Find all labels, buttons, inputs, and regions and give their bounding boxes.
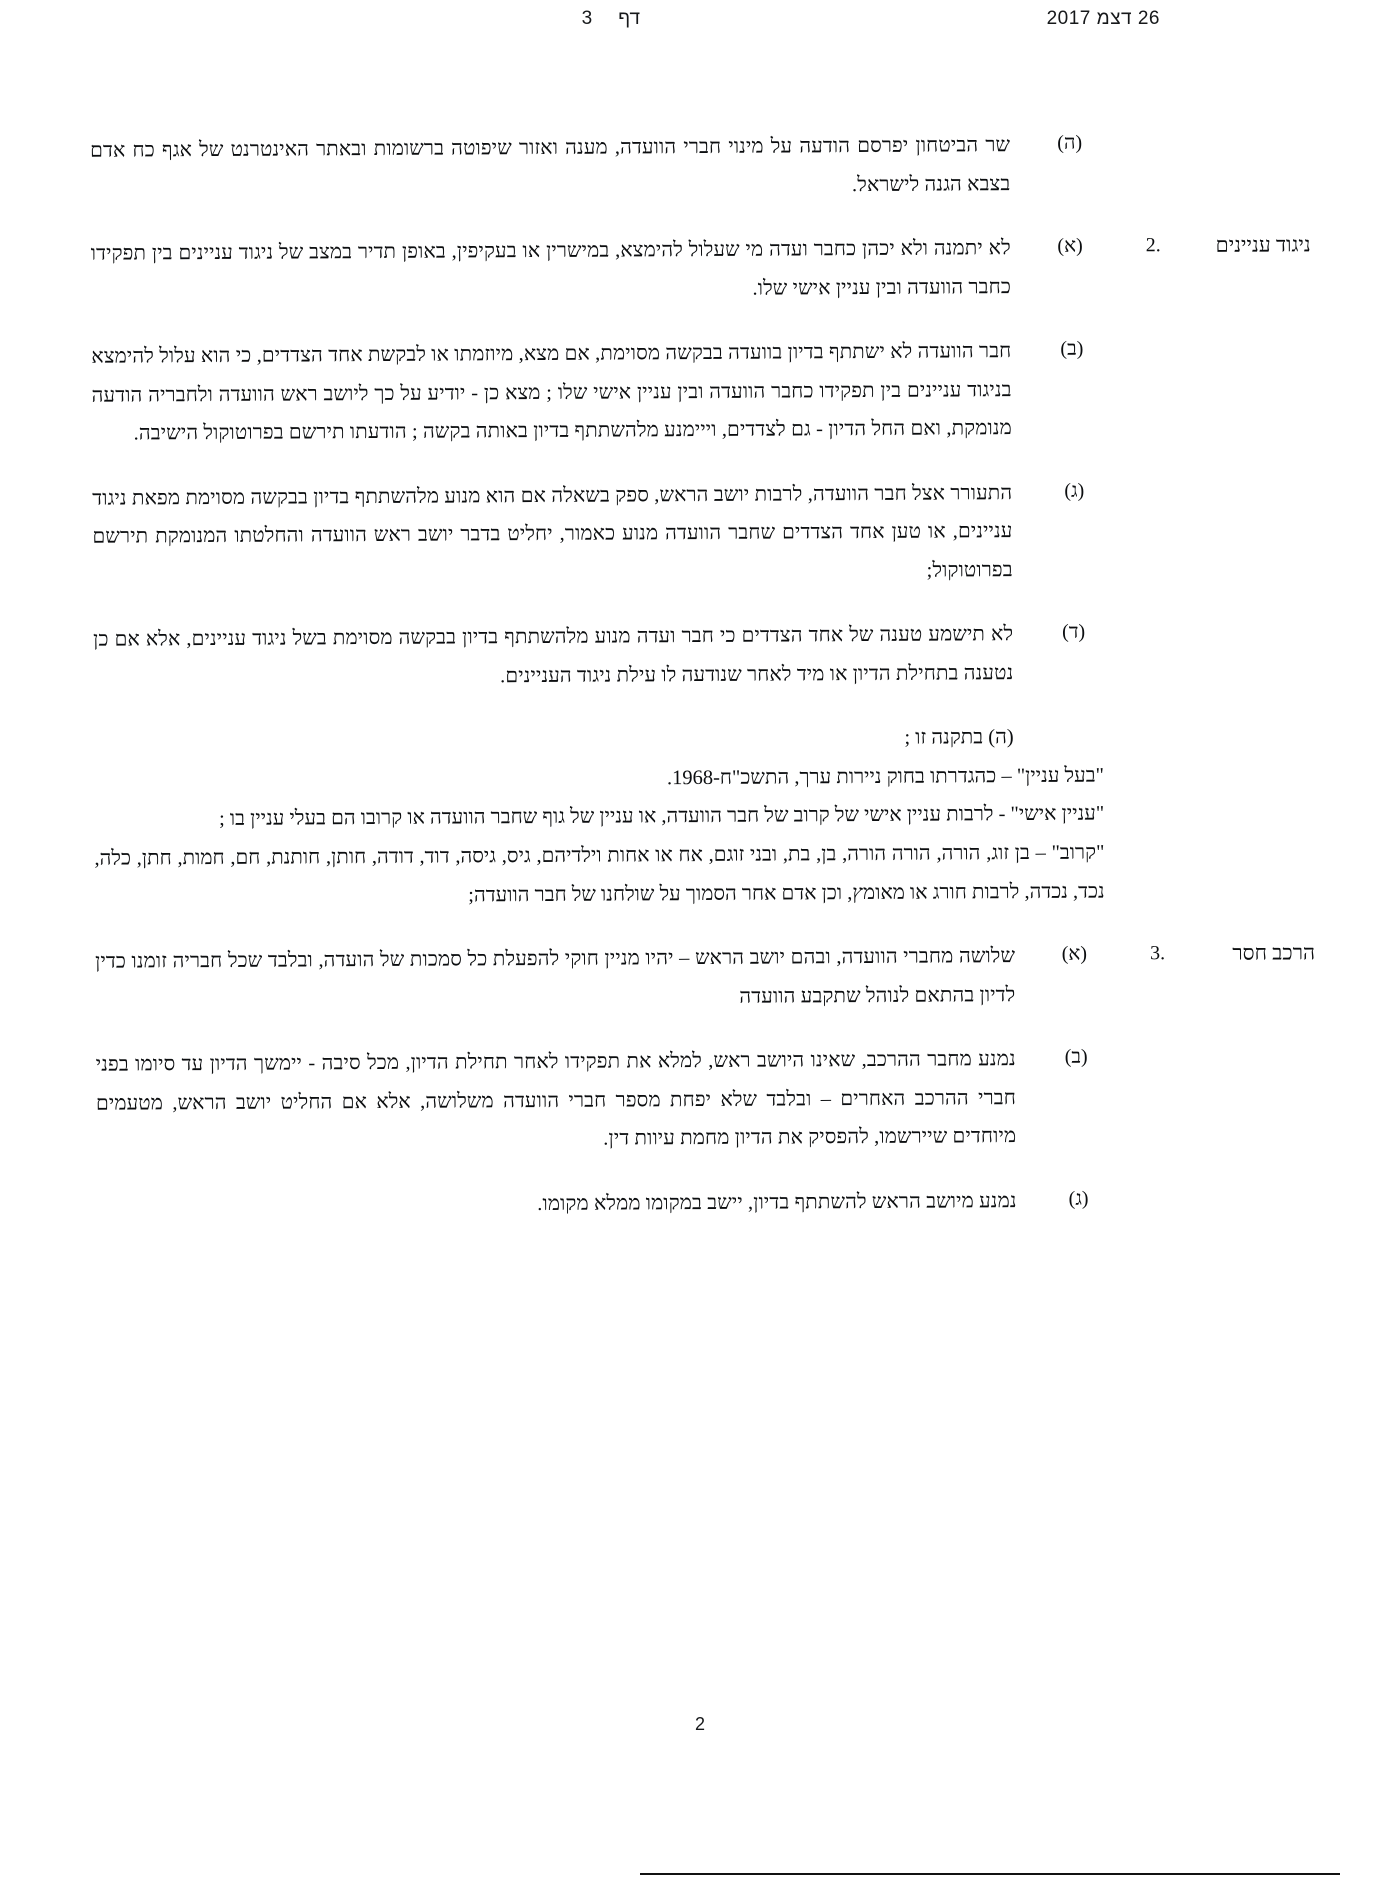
clause-marker: (א) — [1061, 942, 1088, 965]
clause-side-label — [1161, 330, 1311, 332]
clause-marker: (ב) — [1064, 1045, 1088, 1068]
clause-text: לא יתמנה ולא יכהן כחבר ועדה מי שעלול להימצא, במישרין או בעקיפין, באופן תדיר במצב של ניגוד עניינים בין תפקידו כחבר הוועדה ובין עניין אישי שלו. — [90, 237, 1012, 300]
header-page-number: 3 — [581, 8, 593, 29]
clause-block — [91, 330, 1312, 453]
clause-marker: (ד) — [1062, 620, 1086, 644]
clause-section-number — [1083, 331, 1161, 333]
clause-side-label — [1163, 614, 1313, 616]
clause-marker: (ג) — [1064, 479, 1085, 502]
clause-side-label — [1166, 1038, 1316, 1040]
clause-side-label — [1160, 124, 1310, 126]
clause-section-number — [1088, 1039, 1166, 1041]
clause-block — [95, 935, 1315, 1020]
clause-section-number — [1084, 473, 1162, 475]
clause-text: שלושה מחברי הוועדה, ובהם יושב הראש – יהיו מניין חוקי להפעלת כל סמכות של הועדה, ובלבד שכל חבריה זומנו כדין לדיון בהתאם לנוהל שתקבע הוועדה — [95, 945, 1016, 1008]
page-header — [0, 8, 1400, 42]
clause-marker: (ב) — [1060, 337, 1084, 360]
clause-section-number: .2 — [1145, 234, 1161, 257]
clause-block — [93, 614, 1313, 699]
clause-side-label: ניגוד עניינים — [1215, 232, 1311, 257]
definition-entry-inyan-ishi: "עניין אישי" - לרבות עניין אישי של קרוב של חבר הוועדה, או עניין של גוף שחבר הוועדה או קרובו הם בעלי עניין בו ; — [218, 802, 1105, 831]
clause-marker: (ג) — [1068, 1187, 1089, 1210]
document-body — [90, 124, 1317, 1252]
header-page-indicator — [582, 8, 640, 30]
clause-side-label — [1166, 1180, 1316, 1182]
clause-marker: (ה) — [1057, 131, 1083, 154]
clause-text: נמנע מחבר ההרכב, שאינו היושב ראש, למלא את תפקידו לאחר תחילת הדיון, מכל סיבה - יימשך הדיון עד סיומו בפני חברי ההרכב האחרים – ובלבד שלא יפחת מספר חברי הוועדה משלושה, אלא אם החליט יושב הראש, מטעמים מיוחדים שיירשמו, להפסיק את הדיון מחמת עיוות דין. — [95, 1048, 1017, 1150]
definitions-lead: (ה) בתקנה זו ; — [904, 726, 1014, 750]
clause-block — [91, 227, 1311, 312]
clause-text: נמנע מיושב הראש להשתתף בדיון, יישב במקומו ממלא מקומו. — [537, 1189, 1017, 1215]
clause-text: התעורר אצל חבר הוועדה, לרבות יושב הראש, ספק בשאלה אם הוא מנוע מלהשתתף בדיון בבקשה מסוימת מפאת ניגוד עניינים, או טען אחד הצדדים שחבר הוועדה מנוע כאמור, יחליט בדבר יושב ראש הוועדה והחלטתו המנומקת תירשם בפרוטוקול; — [92, 481, 1013, 582]
definition-entry-karov: "קרוב" – בן זוג, הורה, הורה הורה, בן, בת, ובני זוגם, אח או אחות וילדיהם, גיס, גיסה, דוד, דודה, חותן, חותנת, חם, חמות, חתן, כלה, נכד, נכדה, לרבות חורג או מאומץ, וכן אדם אחר הסמוך על שולחנו של חבר הוועדה; — [94, 841, 1105, 906]
header-page-label: דף — [618, 8, 640, 29]
clause-side-label — [1162, 472, 1312, 474]
clause-section-number — [1082, 125, 1160, 127]
clause-side-label: הרכב חסר — [1232, 940, 1316, 965]
definitions-block — [94, 717, 1315, 917]
header-date: 26 דצמ 2017 — [1046, 8, 1160, 29]
clause-marker: (א) — [1057, 234, 1083, 257]
clause-section-number: .3 — [1149, 942, 1166, 965]
clause-section-number — [1088, 1181, 1166, 1183]
clause-section-number — [1085, 614, 1163, 616]
footer-page-number: 2 — [694, 1714, 705, 1734]
clause-text: חבר הוועדה לא ישתתף בדיון בוועדה בבקשה מסוימת, אם מצא, מיוזמתו או לבקשת אחד הצדדים, כי הוא עלול להימצא בניגוד עניינים בין תפקידו כחבר הוועדה ובין עניין אישי שלו ; מצא כן - יודיע על כך ליושב ראש הוועדה ולחבריה הודעה מנומקת, ואם החל הדיון - גם לצדדים, וייימנע מלהשתתף בדיון באותה בקשה ; הודעתו תירשם בפרוטוקול הישיבה. — [91, 340, 1012, 445]
clause-block — [96, 1180, 1316, 1226]
definition-entry-baal-inyan: "בעל עניין" – כהגדרתו בחוק ניירות ערך, התשכ"ח-1968. — [666, 764, 1105, 790]
clause-block — [92, 472, 1313, 595]
footer-divider — [640, 1873, 1340, 1875]
clause-block — [90, 124, 1310, 209]
clause-text: שר הביטחון יפרסם הודעה על מינוי חברי הוועדה, מענה ואזור שיפוטה ברשומות ובאתר האינטרנט של אגף כח אדם בצבא הגנה לישראל. — [90, 134, 1011, 196]
clause-block — [96, 1038, 1317, 1161]
clause-text: לא תישמע טענה של אחד הצדדים כי חבר ועדה מנוע מלהשתתף בדיון בבקשה מסוימת בשל ניגוד עניינים, אלא אם כן נטענה בתחילת הדיון או מיד לאחר שנודעה לו עילת ניגוד העניינים. — [93, 623, 1014, 688]
